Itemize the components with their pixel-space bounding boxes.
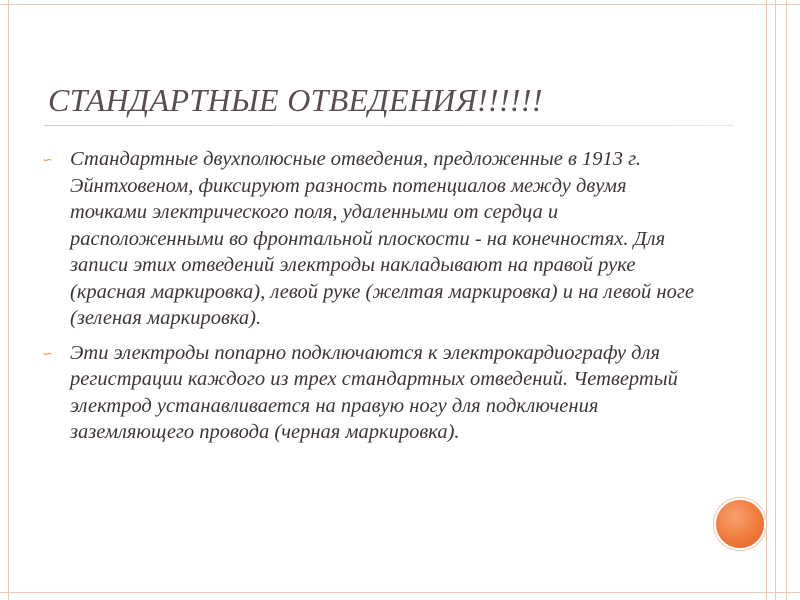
slide-title: СТАНДАРТНЫЕ ОТВЕДЕНИЯ!!!!!!	[48, 82, 543, 118]
decorative-circle	[714, 498, 766, 550]
wave-bullet-icon: ∽	[42, 152, 53, 167]
border-line-right	[766, 0, 767, 600]
bullet-text: Стандартные двухполюсные отведения, предложенные в 1913 г. Эйнтховеном, фиксируют разность потенциалов между двумя точками электрического поля, удаленными от сердца и расположенными во фронтальной плоскости - на конечностях. Для записи этих отведений электроды накладывают на правой руке (красная маркировка), левой руке (желтая маркировка) и на левой ноге (зеленая маркировка).	[70, 148, 694, 329]
border-line-bottom	[0, 592, 800, 593]
bullet-text: Эти электроды попарно подключаются к электрокардиографу для регистрации каждого из трех стандартных отведений. Четвертый электрод устанавливается на правую ногу для подключения заземляющего провода (черная маркировка).	[70, 341, 678, 443]
title-divider	[44, 125, 734, 126]
bullet-item	[42, 146, 702, 332]
border-line-top	[0, 4, 800, 5]
wave-bullet-icon: ∽	[42, 345, 53, 361]
border-line-right	[786, 0, 787, 600]
border-line-right	[775, 0, 776, 600]
border-line-left	[8, 0, 9, 600]
slide-body	[42, 146, 702, 454]
bullet-item	[42, 340, 702, 446]
